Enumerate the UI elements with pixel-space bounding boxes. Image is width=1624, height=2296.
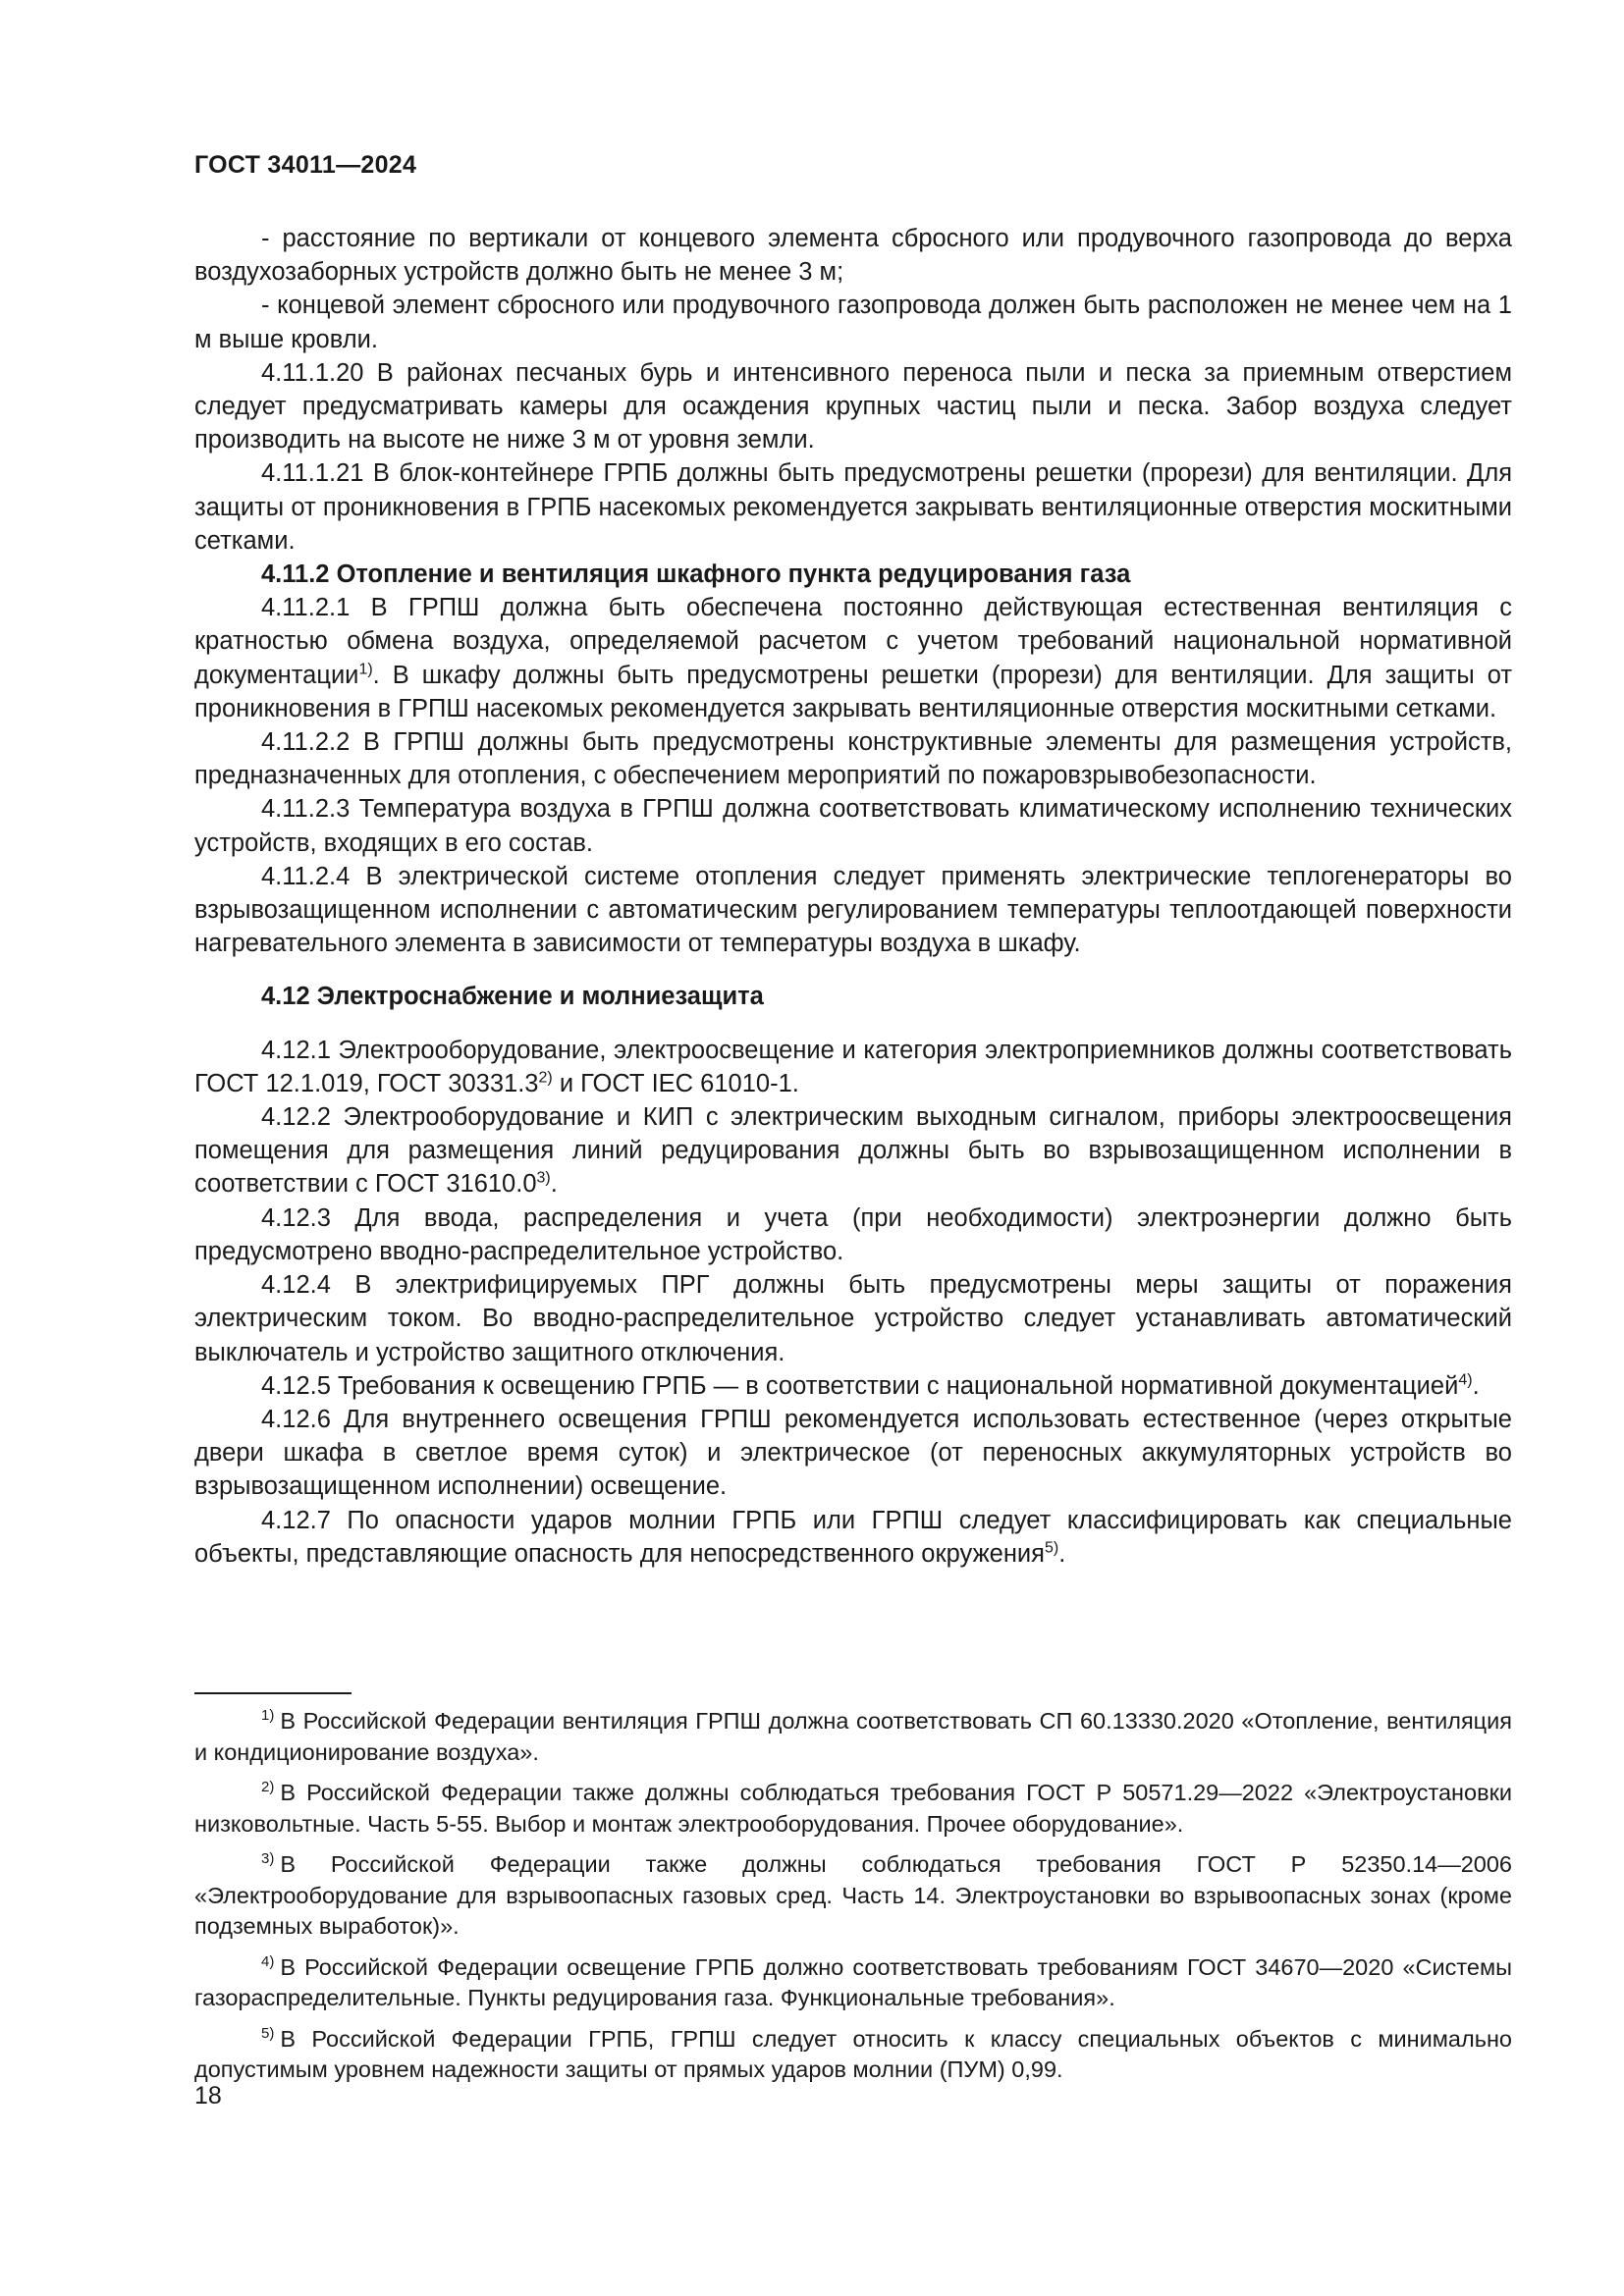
paragraph: 4.11.1.20 В районах песчаных бурь и интенсивного переноса пыли и песка за приемным отверстием следует предусматривать камеры для осаждения крупных частиц пыли и песка. Забор воздуха следует производить на высоте не ниже 3 м от уровня земли. xyxy=(194,358,1512,454)
paragraph: 4.11.2.3 Температура воздуха в ГРПШ должна соответствовать климатическому исполнению технических устройств, входящих в его состав. xyxy=(194,795,1512,857)
section-heading-4-12: 4.12 Электроснабжение и молниезащита xyxy=(261,983,764,1011)
paragraph: 4.12.5 Требования к освещению ГРПБ — в соответствии с национальной нормативной документацией$^{4)}$. xyxy=(261,1371,1480,1400)
paragraph: - концевой элемент сбросного или продувочного газопровода должен быть расположен не менее чем на 1 м выше кровли. xyxy=(194,292,1512,353)
paragraph: 4.12.4 В электрифицируемых ПРГ должны быть предусмотрены меры защиты от поражения электрическим током. Во вводно-распределительное устройство следует устанавливать автоматический выключатель и устройство защитного отключения. xyxy=(194,1271,1512,1366)
footnote-ref-5[interactable]: 5) xyxy=(1044,1539,1059,1557)
paragraph: - расстояние по вертикали от концевого элемента сбросного или продувочного газопровода до верха воздухозаборных устройств должно быть не менее 3 м; xyxy=(194,225,1512,287)
footnotes xyxy=(194,1706,1512,2096)
footnote-separator xyxy=(194,1692,352,1694)
footnote-ref-3[interactable]: 3) xyxy=(536,1169,551,1187)
body-text xyxy=(194,222,1512,1571)
paragraph: 4.11.2.2 В ГРПШ должны быть предусмотрены конструктивные элементы для размещения устройств, предназначенных для отопления, с обеспечением мероприятий по пожаровзрывобезопасности. xyxy=(194,728,1512,790)
paragraph: 4.12.1 Электрооборудование, электроосвещение и категория электроприемников должны соответствовать ГОСТ 12.1.019, ГОСТ 30331.3$^{2)}$ и ГОСТ IEC 61010-1. xyxy=(194,1036,1512,1097)
page-number: 18 xyxy=(194,2082,222,2109)
footnote-4: $^{4)}$ В Российской Федерации освещение ГРПБ должно соответствовать требованиям ГОСТ 34670—2020 «Системы газораспределительные. Пункты редуцирования газа. Функциональные требования». xyxy=(194,1952,1512,2010)
footnote-3: $^{3)}$ В Российской Федерации также должны соблюдаться требования ГОСТ Р 52350.14—2006 «Электрооборудование для взрывоопасных газовых сред. Часть 14. Электроустановки во взрывоопасных зонах (кроме подземных выработок)». xyxy=(194,1850,1512,1939)
document-code-header: ГОСТ 34011—2024 xyxy=(194,151,417,179)
paragraph: 4.12.6 Для внутреннего освещения ГРПШ рекомендуется использовать естественное (через открытые двери шкафа в светлое время суток) и электрическое (от переносных аккумуляторных устройств во взрывозащищенном исполнении) освещение. xyxy=(194,1405,1512,1501)
paragraph: 4.12.2 Электрооборудование и КИП с электрическим выходным сигналом, приборы электроосвещения помещения для размещения линий редуцирования должны быть во взрывозащищенном исполнении в соответствии с ГОСТ 31610.0$^{3)}$. xyxy=(194,1103,1512,1199)
paragraph: 4.11.2.4 В электрической системе отопления следует применять электрические теплогенераторы во взрывозащищенном исполнении с автоматическим регулированием температуры теплоотдающей поверхности нагревательного элемента в зависимости от температуры воздуха в шкафу. xyxy=(194,862,1512,958)
paragraph: 4.11.2.1 В ГРПШ должна быть обеспечена постоянно действующая естественная вентиляция с кратностью обмена воздуха, определяемой расчетом с учетом требований национальной нормативной документации$^{1)}$. В шкафу должны быть предусмотрены решетки (прорези) для вентиляции. Для защиты от проникновения в ГРПШ насекомых рекомендуется закрывать вентиляционные отверстия москитными сетками. xyxy=(194,594,1512,722)
footnote-ref-4[interactable]: 4) xyxy=(1458,1371,1473,1389)
footnote-2: $^{2)}$ В Российской Федерации также должны соблюдаться требования ГОСТ Р 50571.29—2022 «Электроустановки низковольтные. Часть 5-55. Выбор и монтаж электрооборудования. Прочее оборудование». xyxy=(194,1779,1512,1837)
section-heading-4-11-2: 4.11.2 Отопление и вентиляция шкафного пункта редуцирования газа xyxy=(261,561,1131,589)
paragraph: 4.12.7 По опасности ударов молнии ГРПБ или ГРПШ следует классифицировать как специальные объекты, представляющие опасность для непосредственного окружения$^{5)}$. xyxy=(194,1506,1512,1568)
footnote-ref-2[interactable]: 2) xyxy=(538,1069,553,1087)
footnote-1: $^{1)}$ В Российской Федерации вентиляция ГРПШ должна соответствовать СП 60.13330.2020 «Отопление, вентиляция и кондиционирование воздуха». xyxy=(194,1707,1512,1765)
paragraph: 4.12.3 Для ввода, распределения и учета (при необходимости) электроэнергии должно быть предусмотрено вводно-распределительное устройство. xyxy=(194,1203,1512,1265)
footnote-ref-1[interactable]: 1) xyxy=(358,661,373,678)
footnote-5: $^{5)}$ В Российской Федерации ГРПБ, ГРПШ следует относить к классу специальных объектов с минимально допустимым уровнем надежности защиты от прямых ударов молнии (ПУМ) 0,99. xyxy=(194,2024,1512,2082)
paragraph: 4.11.1.21 В блок-контейнере ГРПБ должны быть предусмотрены решетки (прорези) для вентиляции. Для защиты от проникновения в ГРПБ насекомых рекомендуется закрывать вентиляционные отверстия москитными сетками. xyxy=(194,459,1512,555)
